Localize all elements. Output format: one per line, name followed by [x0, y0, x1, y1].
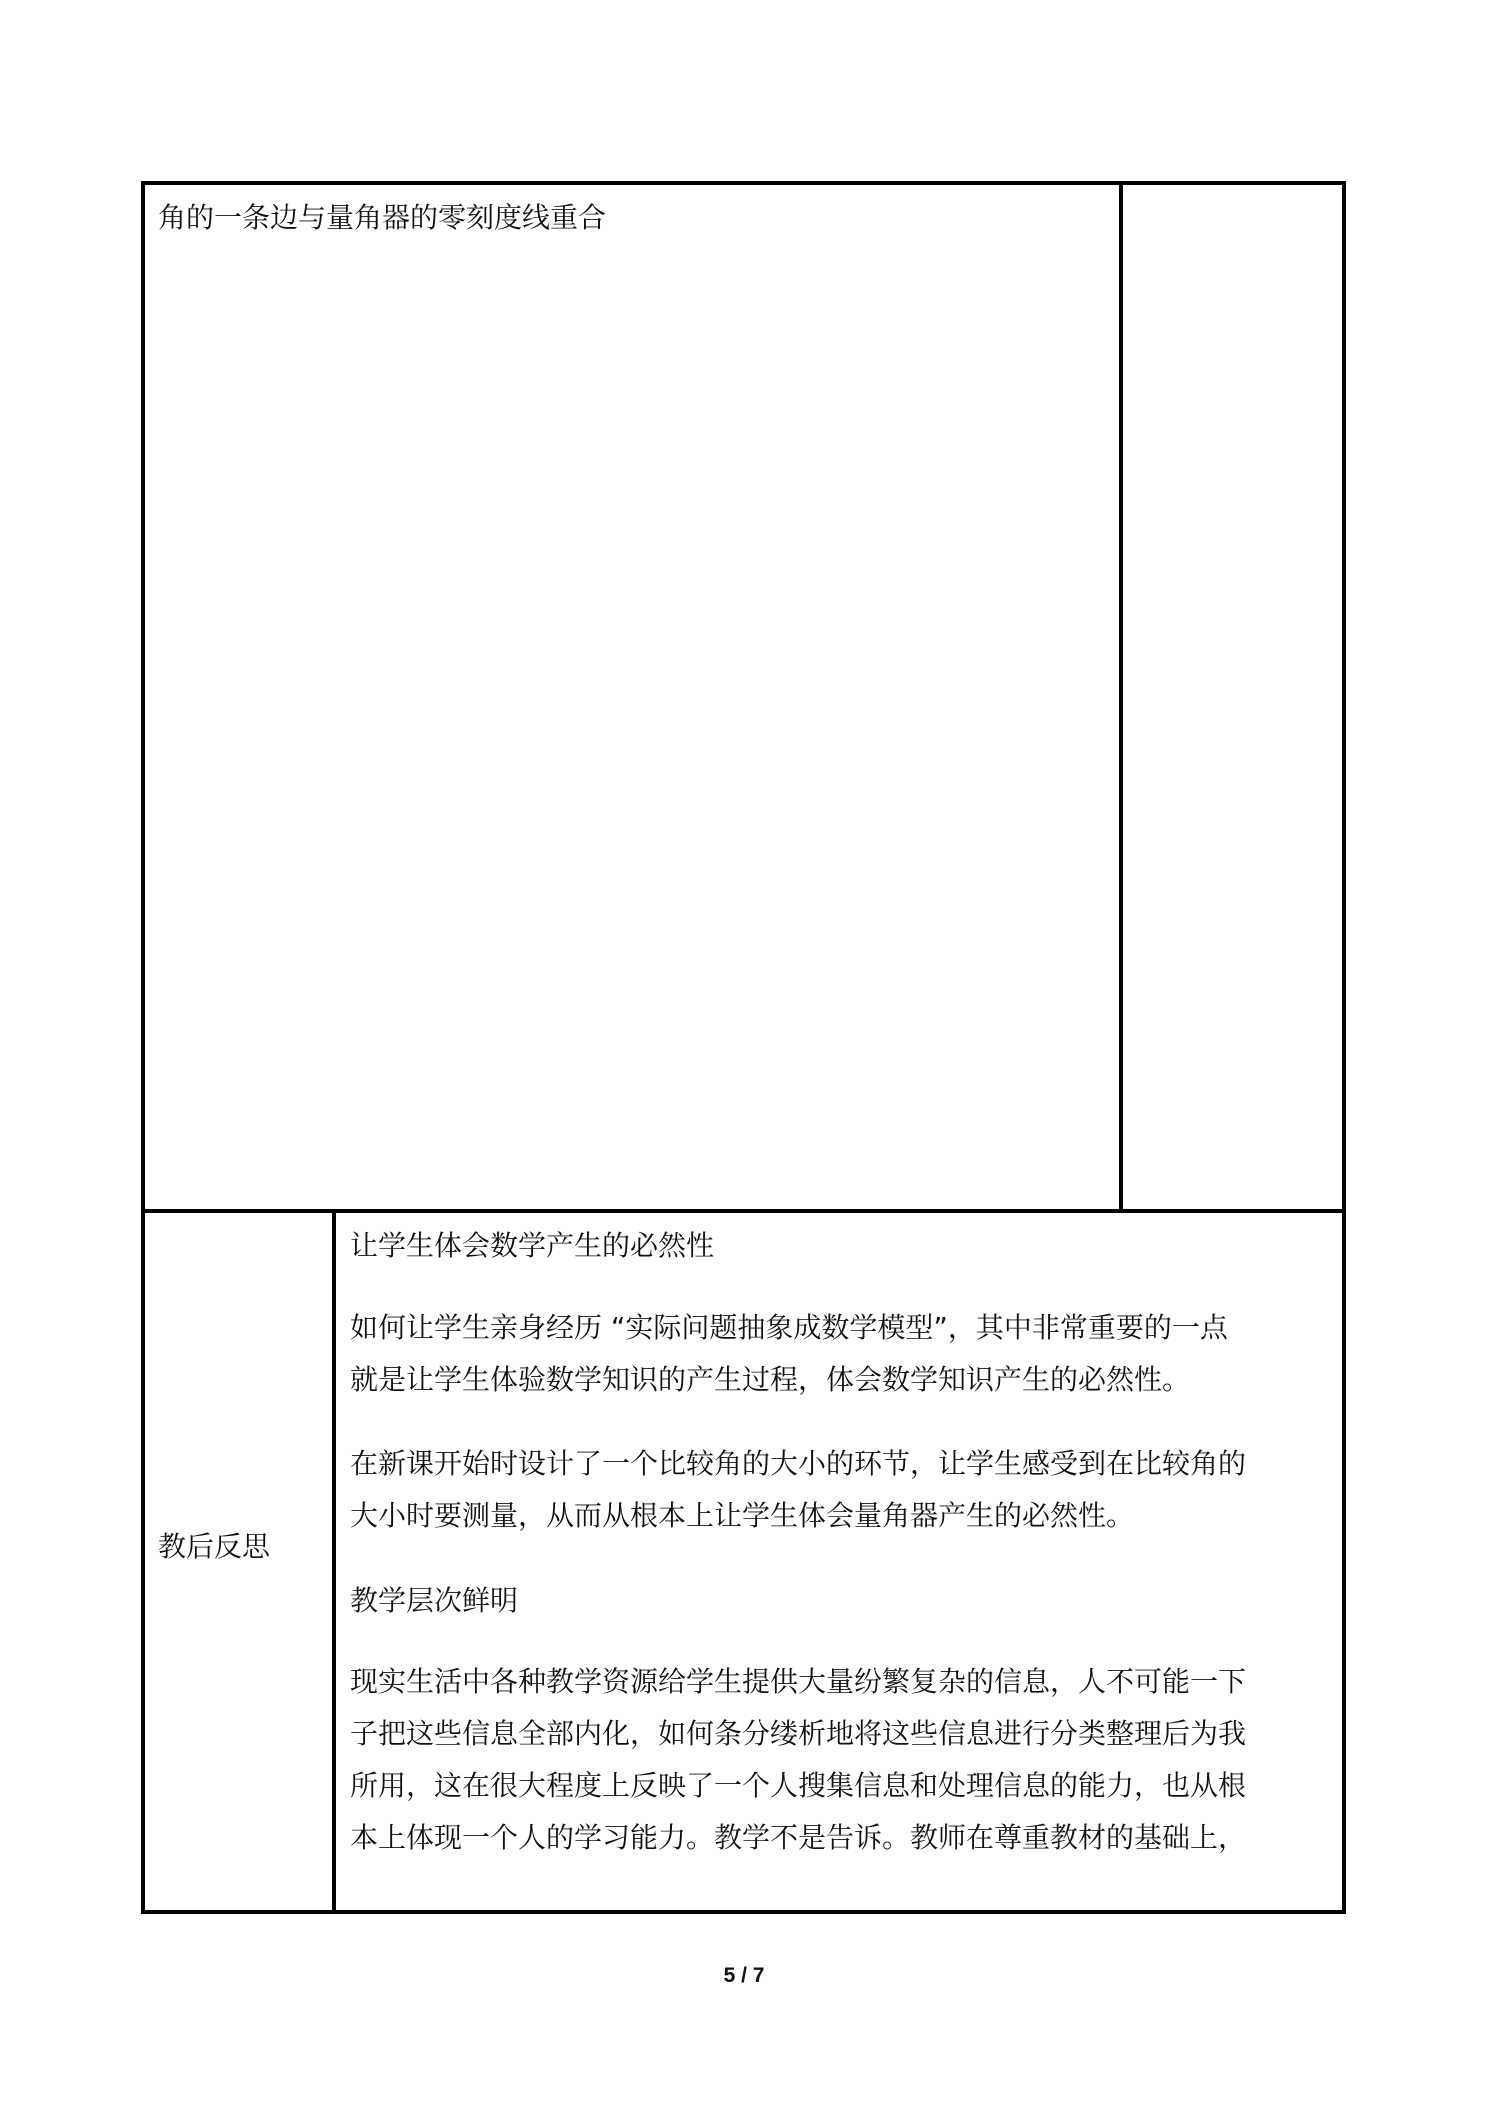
reflection-label: 教后反思	[158, 1530, 271, 1563]
reflection-column-divider	[332, 1209, 336, 1914]
paragraph-line: 现实生活中各种教学资源给学生提供大量纷繁复杂的信息，人不可能一下	[350, 1665, 1247, 1698]
paragraph-line: 就是让学生体验数学知识的产生过程，体会数学知识产生的必然性。	[350, 1363, 1191, 1396]
paragraph-line: 如何让学生亲身经历 “实际问题抽象成数学模型”，其中非常重要的一点	[350, 1311, 1228, 1344]
paragraph-line: 在新课开始时设计了一个比较角的大小的环节，让学生感受到在比较角的	[350, 1447, 1247, 1480]
paragraph-line: 大小时要测量，从而从根本上让学生体会量角器产生的必然性。	[350, 1499, 1135, 1532]
row-divider	[141, 1209, 1346, 1213]
reflection-heading-2	[350, 1575, 1332, 1627]
paragraph-line: 子把这些信息全部内化，如何条分缕析地将这些信息进行分类整理后为我	[350, 1717, 1247, 1750]
reflection-heading-1	[350, 1220, 1332, 1272]
paragraph-line: 本上体现一个人的学习能力。教学不是告诉。教师在尊重教材的基础上，	[350, 1821, 1247, 1854]
paragraph-line: 所用，这在很大程度上反映了一个人搜集信息和处理信息的能力，也从根	[350, 1769, 1247, 1802]
table-border-top	[141, 181, 1346, 185]
paragraph-line: 让学生体会数学产生的必然性	[350, 1229, 715, 1262]
table-border-right	[1342, 181, 1346, 1914]
paragraph-line: 教学层次鲜明	[350, 1584, 519, 1617]
table-border-bottom	[141, 1910, 1346, 1914]
reflection-paragraph-3	[350, 1656, 1332, 1864]
reflection-paragraph-2	[350, 1438, 1332, 1542]
top-cell-text: 角的一条边与量角器的零刻度线重合	[158, 201, 607, 234]
table-border-left	[141, 181, 145, 1914]
top-row-column-divider	[1119, 181, 1123, 1211]
page-number: 5 / 7	[723, 1964, 765, 1987]
reflection-paragraph-1	[350, 1302, 1332, 1406]
